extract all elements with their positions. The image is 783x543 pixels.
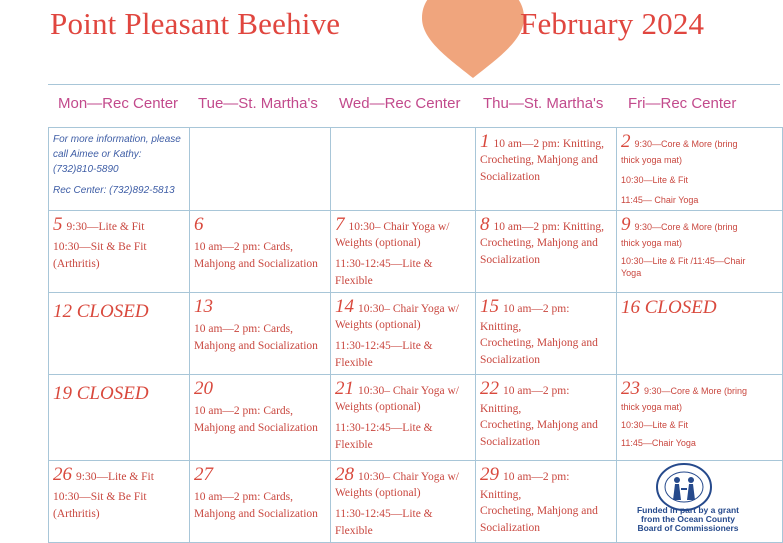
day-number: 13 [194, 296, 213, 317]
event-text: 10:30—Lite & Fit /11:45—Chair [621, 256, 746, 266]
event-text: 10 am—2 pm: Cards, [194, 323, 294, 335]
day-number: 6 [194, 214, 204, 235]
day-headings [48, 95, 780, 117]
day-number: 15 [480, 296, 499, 317]
event-text: 11:30-12:45—Lite & Flexible [335, 422, 433, 451]
event-text: Mahjong and Socialization [194, 258, 318, 270]
event-text: Crocheting, Mahjong and [480, 237, 598, 249]
info-contact: For more information, please call Aimee or Kathy: (732)810-5890 [53, 134, 181, 175]
event-text: Crocheting, Mahjong and [480, 337, 598, 349]
day-cell-19 [49, 375, 190, 461]
event-text: 10 am—2 pm: Cards, [194, 491, 294, 503]
page-title: Point Pleasant Beehive [50, 6, 341, 41]
day-cell-empty [190, 128, 331, 211]
day-cell-23 [617, 375, 783, 461]
day-cell-26 [49, 461, 190, 543]
day-number: 26 [53, 464, 72, 485]
day-number: 2 [621, 131, 631, 152]
week-row [49, 293, 783, 375]
day-number: 5 [53, 214, 63, 235]
event-text: 10 am—2 pm: Cards, [194, 241, 294, 253]
header-divider [48, 84, 780, 85]
event-text: Crocheting, Mahjong and [480, 419, 598, 431]
event-text: 10 am—2 pm: Knitting, [480, 385, 570, 415]
event-text: 11:30-12:45—Lite & Flexible [335, 508, 433, 537]
ocean-county-seal-logo [656, 463, 712, 511]
funding-line: from the Ocean County [641, 514, 735, 524]
day-number: 1 [480, 131, 490, 152]
event-text: Crocheting, Mahjong and [480, 154, 598, 166]
day-cell-15 [476, 293, 617, 375]
day-number: 14 [335, 296, 354, 317]
event-text: Socialization [480, 354, 541, 366]
event-text: 10 am—2 pm: Cards, [194, 405, 294, 417]
event-text: 9:30—Core & More (bring [634, 139, 738, 149]
day-cell-29 [476, 461, 617, 543]
heart-icon [418, 0, 528, 80]
event-text: 10:30– Chair Yoga w/ [358, 303, 459, 315]
day-cell-22 [476, 375, 617, 461]
day-cell-6 [190, 211, 331, 293]
event-text: Yoga [621, 268, 642, 278]
day-number: 23 [621, 378, 640, 399]
day-cell-28 [331, 461, 476, 543]
day-number: 27 [194, 464, 213, 485]
event-text: Socialization [480, 254, 541, 266]
event-text: Weights (optional) [335, 319, 421, 331]
day-cell-empty [331, 128, 476, 211]
funding-line: Board of Commissioners [637, 523, 739, 533]
event-text: Weights (optional) [335, 487, 421, 499]
event-text: 9:30—Core & More (bring [644, 386, 748, 396]
info-cell [49, 128, 190, 211]
event-text: (Arthritis) [53, 258, 100, 270]
event-text: 11:30-12:45—Lite & Flexible [335, 258, 433, 287]
closed-label: 19 CLOSED [53, 383, 149, 404]
day-cell-27 [190, 461, 331, 543]
event-text: Weights (optional) [335, 401, 421, 413]
event-text: thick yoga mat) [621, 402, 683, 412]
event-text: 10:30—Sit & Be Fit [53, 241, 147, 253]
day-number: 29 [480, 464, 499, 485]
day-cell-8 [476, 211, 617, 293]
day-cell-14 [331, 293, 476, 375]
funding-line: Funded in part by a grant [636, 505, 739, 515]
event-text: Mahjong and Socialization [194, 422, 318, 434]
event-text: (Arthritis) [53, 508, 100, 520]
week-row [49, 128, 783, 211]
event-text: thick yoga mat) [621, 238, 683, 248]
event-text: Socialization [480, 436, 541, 448]
event-text: Crocheting, Mahjong and [480, 505, 598, 517]
closed-label: 12 CLOSED [53, 301, 149, 322]
closed-label: 16 CLOSED [621, 297, 717, 318]
event-text: 10 am—2 pm: Knitting, [480, 303, 570, 333]
week-row [49, 375, 783, 461]
event-text: 10:30—Sit & Be Fit [53, 491, 147, 503]
day-cell-1 [476, 128, 617, 211]
event-text: 10 am—2 pm: Knitting, [480, 471, 570, 501]
day-number: 28 [335, 464, 354, 485]
event-text: 10 am—2 pm: Knitting, [493, 221, 605, 233]
day-heading-mon: Mon—Rec Center [58, 95, 179, 112]
day-cell-2 [617, 128, 783, 211]
event-text: 9:30—Lite & Fit [76, 471, 154, 483]
event-text: 11:30-12:45—Lite & Flexible [335, 340, 433, 369]
day-heading-wed: Wed—Rec Center [339, 95, 461, 112]
event-text: 9:30—Core & More (bring [634, 222, 738, 232]
day-number: 20 [194, 378, 213, 399]
event-text: 11:45—Chair Yoga [621, 438, 696, 448]
day-cell-16 [617, 293, 783, 375]
day-cell-7 [331, 211, 476, 293]
event-text: 10:30– Chair Yoga w/ [348, 221, 450, 233]
event-text: Socialization [480, 522, 541, 534]
event-text: 9:30—Lite & Fit [66, 221, 145, 233]
event-text: Mahjong and Socialization [194, 340, 318, 352]
event-text: Weights (optional) [335, 237, 421, 249]
day-cell-12 [49, 293, 190, 375]
day-cell-5 [49, 211, 190, 293]
day-number: 8 [480, 214, 490, 235]
day-number: 21 [335, 378, 354, 399]
day-cell-20 [190, 375, 331, 461]
day-heading-tue: Tue—St. Martha's [198, 95, 318, 112]
event-text: 11:45— Chair Yoga [621, 195, 699, 205]
day-number: 9 [621, 214, 631, 235]
day-heading-fri: Fri—Rec Center [628, 95, 737, 112]
day-number: 7 [335, 214, 345, 235]
event-text: 10 am—2 pm: Knitting, [493, 138, 605, 150]
event-text: 10:30—Lite & Fit [621, 175, 689, 185]
day-cell-13 [190, 293, 331, 375]
event-text: 10:30– Chair Yoga w/ [358, 471, 459, 483]
day-cell-9 [617, 211, 783, 293]
month-title: February 2024 [520, 6, 705, 41]
funding-credit [624, 506, 752, 533]
event-text: Socialization [480, 171, 541, 183]
day-cell-21 [331, 375, 476, 461]
event-text: 10:30—Lite & Fit [621, 420, 689, 430]
info-rec-center-phone: Rec Center: (732)892-5813 [53, 185, 175, 196]
event-text: 10:30– Chair Yoga w/ [358, 385, 459, 397]
event-text: Mahjong and Socialization [194, 508, 318, 520]
day-number: 22 [480, 378, 499, 399]
week-row [49, 211, 783, 293]
day-heading-thu: Thu—St. Martha's [483, 95, 604, 112]
event-text: thick yoga mat) [621, 155, 683, 165]
